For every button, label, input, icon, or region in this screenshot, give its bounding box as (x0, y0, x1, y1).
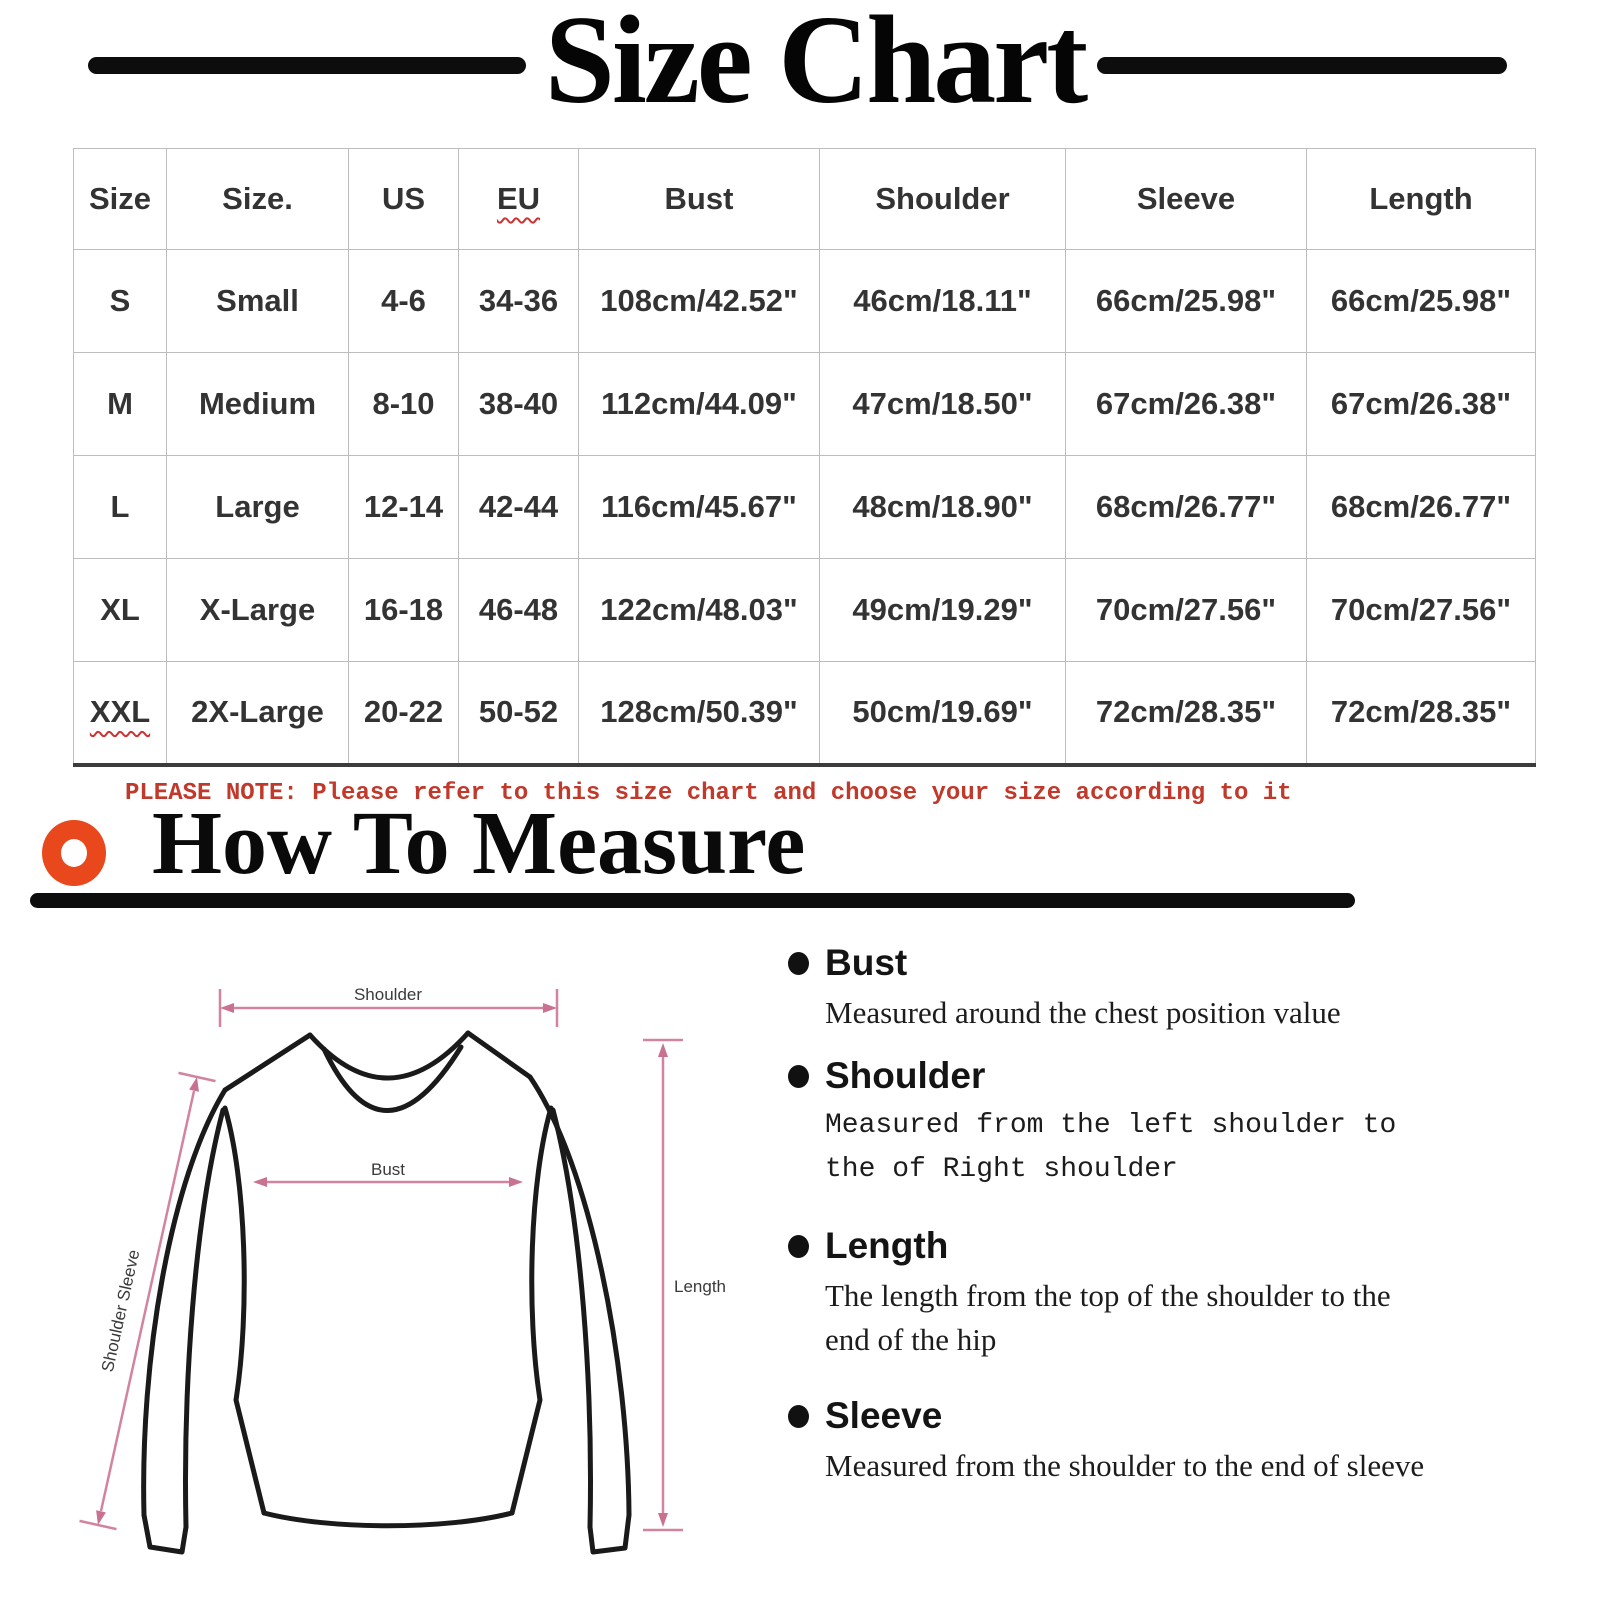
cell-sleeve: 66cm/25.98" (1066, 250, 1307, 353)
cell-size: M (74, 353, 167, 456)
table-header-row (74, 149, 1536, 250)
cell-eu: 38-40 (459, 353, 579, 456)
cell-eu: 50-52 (459, 662, 579, 765)
title-divider-left (88, 57, 526, 74)
table-row (74, 353, 1536, 456)
measure-item-length (775, 1225, 1455, 1362)
orange-ring-icon (42, 820, 106, 886)
measure-item-name: Shoulder (825, 1055, 986, 1096)
diagram-bust-label: Bust (370, 1160, 406, 1179)
cell-size (74, 662, 167, 765)
cell-size: XL (74, 559, 167, 662)
title-divider-right (1097, 57, 1507, 74)
cell-shoulder: 50cm/19.69" (820, 662, 1066, 765)
cell-bust: 128cm/50.39" (579, 662, 820, 765)
col-header-sleeve: Sleeve (1066, 149, 1307, 250)
table-row (74, 250, 1536, 353)
sweater-outline (144, 1033, 629, 1552)
bullet-dot-icon (788, 1065, 809, 1088)
cell-sleeve: 68cm/26.77" (1066, 456, 1307, 559)
cell-shoulder: 46cm/18.11" (820, 250, 1066, 353)
diagram-length-label: Length (674, 1277, 726, 1296)
diagram-shoulder-label: Shoulder (353, 985, 423, 1004)
cell-size-xxl: XXL (89, 694, 151, 730)
measure-item-name: Bust (825, 942, 908, 983)
cell-shoulder: 48cm/18.90" (820, 456, 1066, 559)
cell-us: 8-10 (349, 353, 459, 456)
measure-item-description: Measured from the shoulder to the end of sleeve (825, 1448, 1425, 1483)
cell-shoulder: 49cm/19.29" (820, 559, 1066, 662)
col-header-shoulder: Shoulder (820, 149, 1066, 250)
cell-size-name: X-Large (167, 559, 349, 662)
cell-size-name: Large (167, 456, 349, 559)
measure-item-description: Measured from the left shoulder to the of Right shoulder (825, 1110, 1397, 1185)
cell-eu: 34-36 (459, 250, 579, 353)
cell-sleeve: 72cm/28.35" (1066, 662, 1307, 765)
col-header-bust: Bust (579, 149, 820, 250)
cell-bust: 108cm/42.52" (579, 250, 820, 353)
col-header-eu (459, 149, 579, 250)
cell-us: 20-22 (349, 662, 459, 765)
cell-bust: 116cm/45.67" (579, 456, 820, 559)
please-note-text: PLEASE NOTE: Please refer to this size chart and choose your size according to it (125, 780, 1292, 807)
cell-length: 67cm/26.38" (1307, 353, 1536, 456)
col-header-size: Size (74, 149, 167, 250)
measure-item-shoulder (775, 1055, 1455, 1192)
table-row (74, 559, 1536, 662)
cell-us: 4-6 (349, 250, 459, 353)
cell-eu: 42-44 (459, 456, 579, 559)
cell-length: 70cm/27.56" (1307, 559, 1536, 662)
cell-size: S (74, 250, 167, 353)
measure-item-description: The length from the top of the shoulder to the end of the hip (825, 1278, 1391, 1357)
cell-us: 12-14 (349, 456, 459, 559)
page-title: Size Chart (544, 0, 1086, 130)
cell-sleeve: 67cm/26.38" (1066, 353, 1307, 456)
table-row (74, 456, 1536, 559)
measure-item-name: Sleeve (825, 1395, 943, 1436)
col-header-length: Length (1307, 149, 1536, 250)
measure-item-sleeve (775, 1395, 1455, 1488)
cell-size-name: Small (167, 250, 349, 353)
sweater-measurement-diagram (40, 930, 770, 1600)
how-to-measure-heading: How To Measure (152, 794, 806, 893)
table-row (74, 662, 1536, 765)
cell-sleeve: 70cm/27.56" (1066, 559, 1307, 662)
measure-item-bust (775, 942, 1455, 1035)
cell-length: 66cm/25.98" (1307, 250, 1536, 353)
cell-bust: 112cm/44.09" (579, 353, 820, 456)
size-table (73, 148, 1536, 767)
cell-us: 16-18 (349, 559, 459, 662)
bullet-dot-icon (788, 1235, 809, 1258)
cell-size: L (74, 456, 167, 559)
diagram-shoulder-sleeve-label: Shoulder Sleeve (97, 1247, 144, 1374)
col-header-size-name: Size. (167, 149, 349, 250)
cell-shoulder: 47cm/18.50" (820, 353, 1066, 456)
cell-size-name: 2X-Large (167, 662, 349, 765)
measure-arrowheads (96, 1003, 668, 1527)
heading-underline (30, 893, 1355, 908)
cell-bust: 122cm/48.03" (579, 559, 820, 662)
measure-item-description: Measured around the chest position value (825, 995, 1341, 1030)
bullet-dot-icon (788, 952, 809, 975)
col-header-eu-label: EU (496, 181, 541, 216)
col-header-us: US (349, 149, 459, 250)
measure-item-name: Length (825, 1225, 949, 1266)
cell-length: 68cm/26.77" (1307, 456, 1536, 559)
bullet-dot-icon (788, 1405, 809, 1428)
cell-eu: 46-48 (459, 559, 579, 662)
cell-size-name: Medium (167, 353, 349, 456)
cell-length: 72cm/28.35" (1307, 662, 1536, 765)
